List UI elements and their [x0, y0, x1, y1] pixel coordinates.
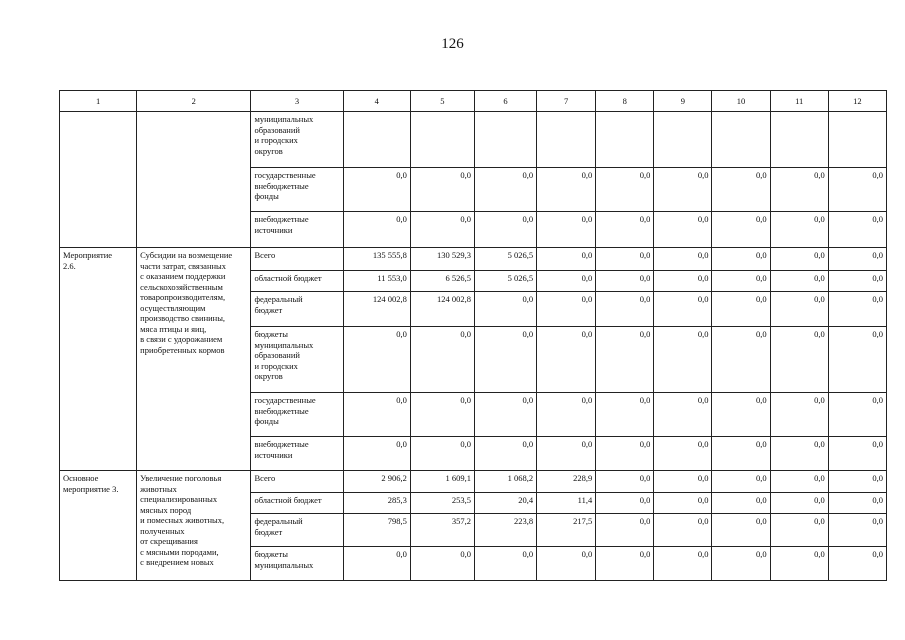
source-cell: внебюджетные источники [251, 212, 343, 248]
value-cell: 0,0 [596, 168, 654, 212]
value-cell: 0,0 [654, 271, 712, 292]
value-cell: 0,0 [654, 248, 712, 271]
header-cell: 12 [828, 91, 886, 112]
value-cell: 0,0 [537, 393, 596, 437]
value-cell: 0,0 [596, 471, 654, 493]
value-cell: 0,0 [537, 437, 596, 471]
value-cell: 0,0 [712, 271, 770, 292]
value-cell: 0,0 [770, 327, 828, 393]
table-row [60, 112, 887, 168]
header-cell: 4 [343, 91, 410, 112]
value-cell: 0,0 [343, 327, 410, 393]
value-cell: 285,3 [343, 493, 410, 514]
value-cell: 0,0 [654, 168, 712, 212]
value-cell: 253,5 [410, 493, 474, 514]
value-cell: 0,0 [474, 168, 536, 212]
value-cell: 0,0 [537, 212, 596, 248]
value-cell: 0,0 [654, 471, 712, 493]
header-row [60, 91, 887, 112]
value-cell: 0,0 [770, 271, 828, 292]
value-cell: 0,0 [596, 292, 654, 327]
value-cell: 0,0 [343, 547, 410, 581]
value-cell: 0,0 [712, 437, 770, 471]
value-cell: 0,0 [343, 393, 410, 437]
value-cell: 0,0 [712, 212, 770, 248]
source-cell: государственные внебюджетные фонды [251, 168, 343, 212]
value-cell: 0,0 [770, 471, 828, 493]
value-cell: 0,0 [828, 327, 886, 393]
value-cell: 0,0 [712, 514, 770, 547]
value-cell [343, 112, 410, 168]
value-cell: 0,0 [537, 271, 596, 292]
value-cell: 0,0 [474, 437, 536, 471]
value-cell: 0,0 [410, 547, 474, 581]
value-cell: 0,0 [537, 547, 596, 581]
value-cell: 0,0 [770, 248, 828, 271]
value-cell: 135 555,8 [343, 248, 410, 271]
value-cell: 5 026,5 [474, 271, 536, 292]
value-cell: 0,0 [712, 547, 770, 581]
value-cell: 0,0 [712, 292, 770, 327]
source-cell: бюджеты муниципальных [251, 547, 343, 581]
value-cell: 0,0 [828, 493, 886, 514]
value-cell: 0,0 [712, 471, 770, 493]
source-cell: государственные внебюджетные фонды [251, 393, 343, 437]
value-cell [828, 112, 886, 168]
table-row [60, 471, 887, 493]
value-cell: 0,0 [537, 168, 596, 212]
value-cell: 11 553,0 [343, 271, 410, 292]
value-cell: 798,5 [343, 514, 410, 547]
measure-cell: Основное мероприятие 3. [60, 471, 137, 581]
value-cell: 0,0 [770, 168, 828, 212]
header-cell: 7 [537, 91, 596, 112]
measure-cell [60, 112, 137, 248]
description-cell: Увеличение поголовья животных специализированных мясных пород и помесных животных, полученных от скрещивания с мясными породами, с внедрением новых [137, 471, 251, 581]
value-cell: 0,0 [828, 248, 886, 271]
value-cell: 0,0 [828, 271, 886, 292]
value-cell: 130 529,3 [410, 248, 474, 271]
value-cell: 0,0 [828, 437, 886, 471]
value-cell: 0,0 [537, 292, 596, 327]
value-cell: 0,0 [596, 437, 654, 471]
value-cell: 0,0 [654, 514, 712, 547]
value-cell: 0,0 [770, 292, 828, 327]
header-cell: 11 [770, 91, 828, 112]
value-cell: 0,0 [654, 437, 712, 471]
value-cell [712, 112, 770, 168]
source-cell: федеральный бюджет [251, 292, 343, 327]
header-cell: 2 [137, 91, 251, 112]
value-cell: 0,0 [474, 393, 536, 437]
value-cell: 223,8 [474, 514, 536, 547]
value-cell: 0,0 [828, 168, 886, 212]
value-cell: 0,0 [828, 292, 886, 327]
source-cell: Всего [251, 248, 343, 271]
value-cell: 0,0 [410, 327, 474, 393]
source-cell: областной бюджет [251, 493, 343, 514]
value-cell: 0,0 [343, 212, 410, 248]
value-cell: 0,0 [596, 514, 654, 547]
value-cell: 0,0 [828, 212, 886, 248]
value-cell: 0,0 [654, 493, 712, 514]
value-cell [474, 112, 536, 168]
value-cell: 0,0 [770, 393, 828, 437]
value-cell: 0,0 [654, 212, 712, 248]
value-cell: 0,0 [537, 248, 596, 271]
value-cell: 0,0 [654, 327, 712, 393]
value-cell: 0,0 [770, 493, 828, 514]
value-cell: 0,0 [770, 437, 828, 471]
value-cell: 0,0 [770, 514, 828, 547]
value-cell [654, 112, 712, 168]
value-cell: 6 526,5 [410, 271, 474, 292]
value-cell: 1 068,2 [474, 471, 536, 493]
value-cell: 0,0 [828, 471, 886, 493]
value-cell: 0,0 [596, 393, 654, 437]
value-cell: 0,0 [828, 514, 886, 547]
header-cell: 9 [654, 91, 712, 112]
value-cell [537, 112, 596, 168]
value-cell: 0,0 [410, 168, 474, 212]
measure-cell: Мероприятие 2.6. [60, 248, 137, 471]
header-cell: 8 [596, 91, 654, 112]
value-cell [770, 112, 828, 168]
value-cell: 217,5 [537, 514, 596, 547]
value-cell: 0,0 [343, 168, 410, 212]
value-cell: 0,0 [343, 437, 410, 471]
value-cell: 357,2 [410, 514, 474, 547]
header-cell: 5 [410, 91, 474, 112]
value-cell: 0,0 [474, 327, 536, 393]
value-cell: 1 609,1 [410, 471, 474, 493]
value-cell: 20,4 [474, 493, 536, 514]
header-cell: 6 [474, 91, 536, 112]
value-cell: 0,0 [596, 271, 654, 292]
value-cell: 11,4 [537, 493, 596, 514]
value-cell: 0,0 [712, 493, 770, 514]
value-cell: 0,0 [654, 292, 712, 327]
value-cell: 0,0 [828, 547, 886, 581]
value-cell [596, 112, 654, 168]
value-cell: 0,0 [712, 393, 770, 437]
value-cell: 0,0 [596, 493, 654, 514]
page-number: 126 [441, 36, 464, 52]
source-cell: муниципальных образований и городских округов [251, 112, 343, 168]
description-cell [137, 112, 251, 248]
source-cell: бюджеты муниципальных образований и городских округов [251, 327, 343, 393]
source-cell: областной бюджет [251, 271, 343, 292]
source-cell: федеральный бюджет [251, 514, 343, 547]
value-cell: 0,0 [712, 168, 770, 212]
header-cell: 3 [251, 91, 343, 112]
value-cell: 0,0 [654, 393, 712, 437]
value-cell: 0,0 [770, 547, 828, 581]
description-cell: Субсидии на возмещение части затрат, связанных с оказанием поддержки сельскохозяйственным товаропроизводителям, осуществляющим производство свинины, мяса птицы и яиц, в связи с удорожанием приобретенных кормов [137, 248, 251, 471]
source-cell: внебюджетные источники [251, 437, 343, 471]
header-cell: 10 [712, 91, 770, 112]
value-cell: 0,0 [770, 212, 828, 248]
value-cell: 228,9 [537, 471, 596, 493]
budget-table [59, 90, 887, 581]
value-cell: 0,0 [410, 212, 474, 248]
value-cell: 0,0 [712, 327, 770, 393]
value-cell: 124 002,8 [410, 292, 474, 327]
table-row [60, 248, 887, 271]
value-cell: 0,0 [596, 547, 654, 581]
source-cell: Всего [251, 471, 343, 493]
header-cell: 1 [60, 91, 137, 112]
value-cell: 2 906,2 [343, 471, 410, 493]
value-cell: 0,0 [596, 248, 654, 271]
value-cell: 0,0 [596, 212, 654, 248]
value-cell: 0,0 [712, 248, 770, 271]
value-cell: 0,0 [474, 547, 536, 581]
value-cell: 0,0 [596, 327, 654, 393]
value-cell: 0,0 [654, 547, 712, 581]
value-cell: 0,0 [828, 393, 886, 437]
value-cell [410, 112, 474, 168]
value-cell: 0,0 [537, 327, 596, 393]
value-cell: 0,0 [410, 437, 474, 471]
value-cell: 124 002,8 [343, 292, 410, 327]
value-cell: 5 026,5 [474, 248, 536, 271]
value-cell: 0,0 [410, 393, 474, 437]
value-cell: 0,0 [474, 212, 536, 248]
value-cell: 0,0 [474, 292, 536, 327]
